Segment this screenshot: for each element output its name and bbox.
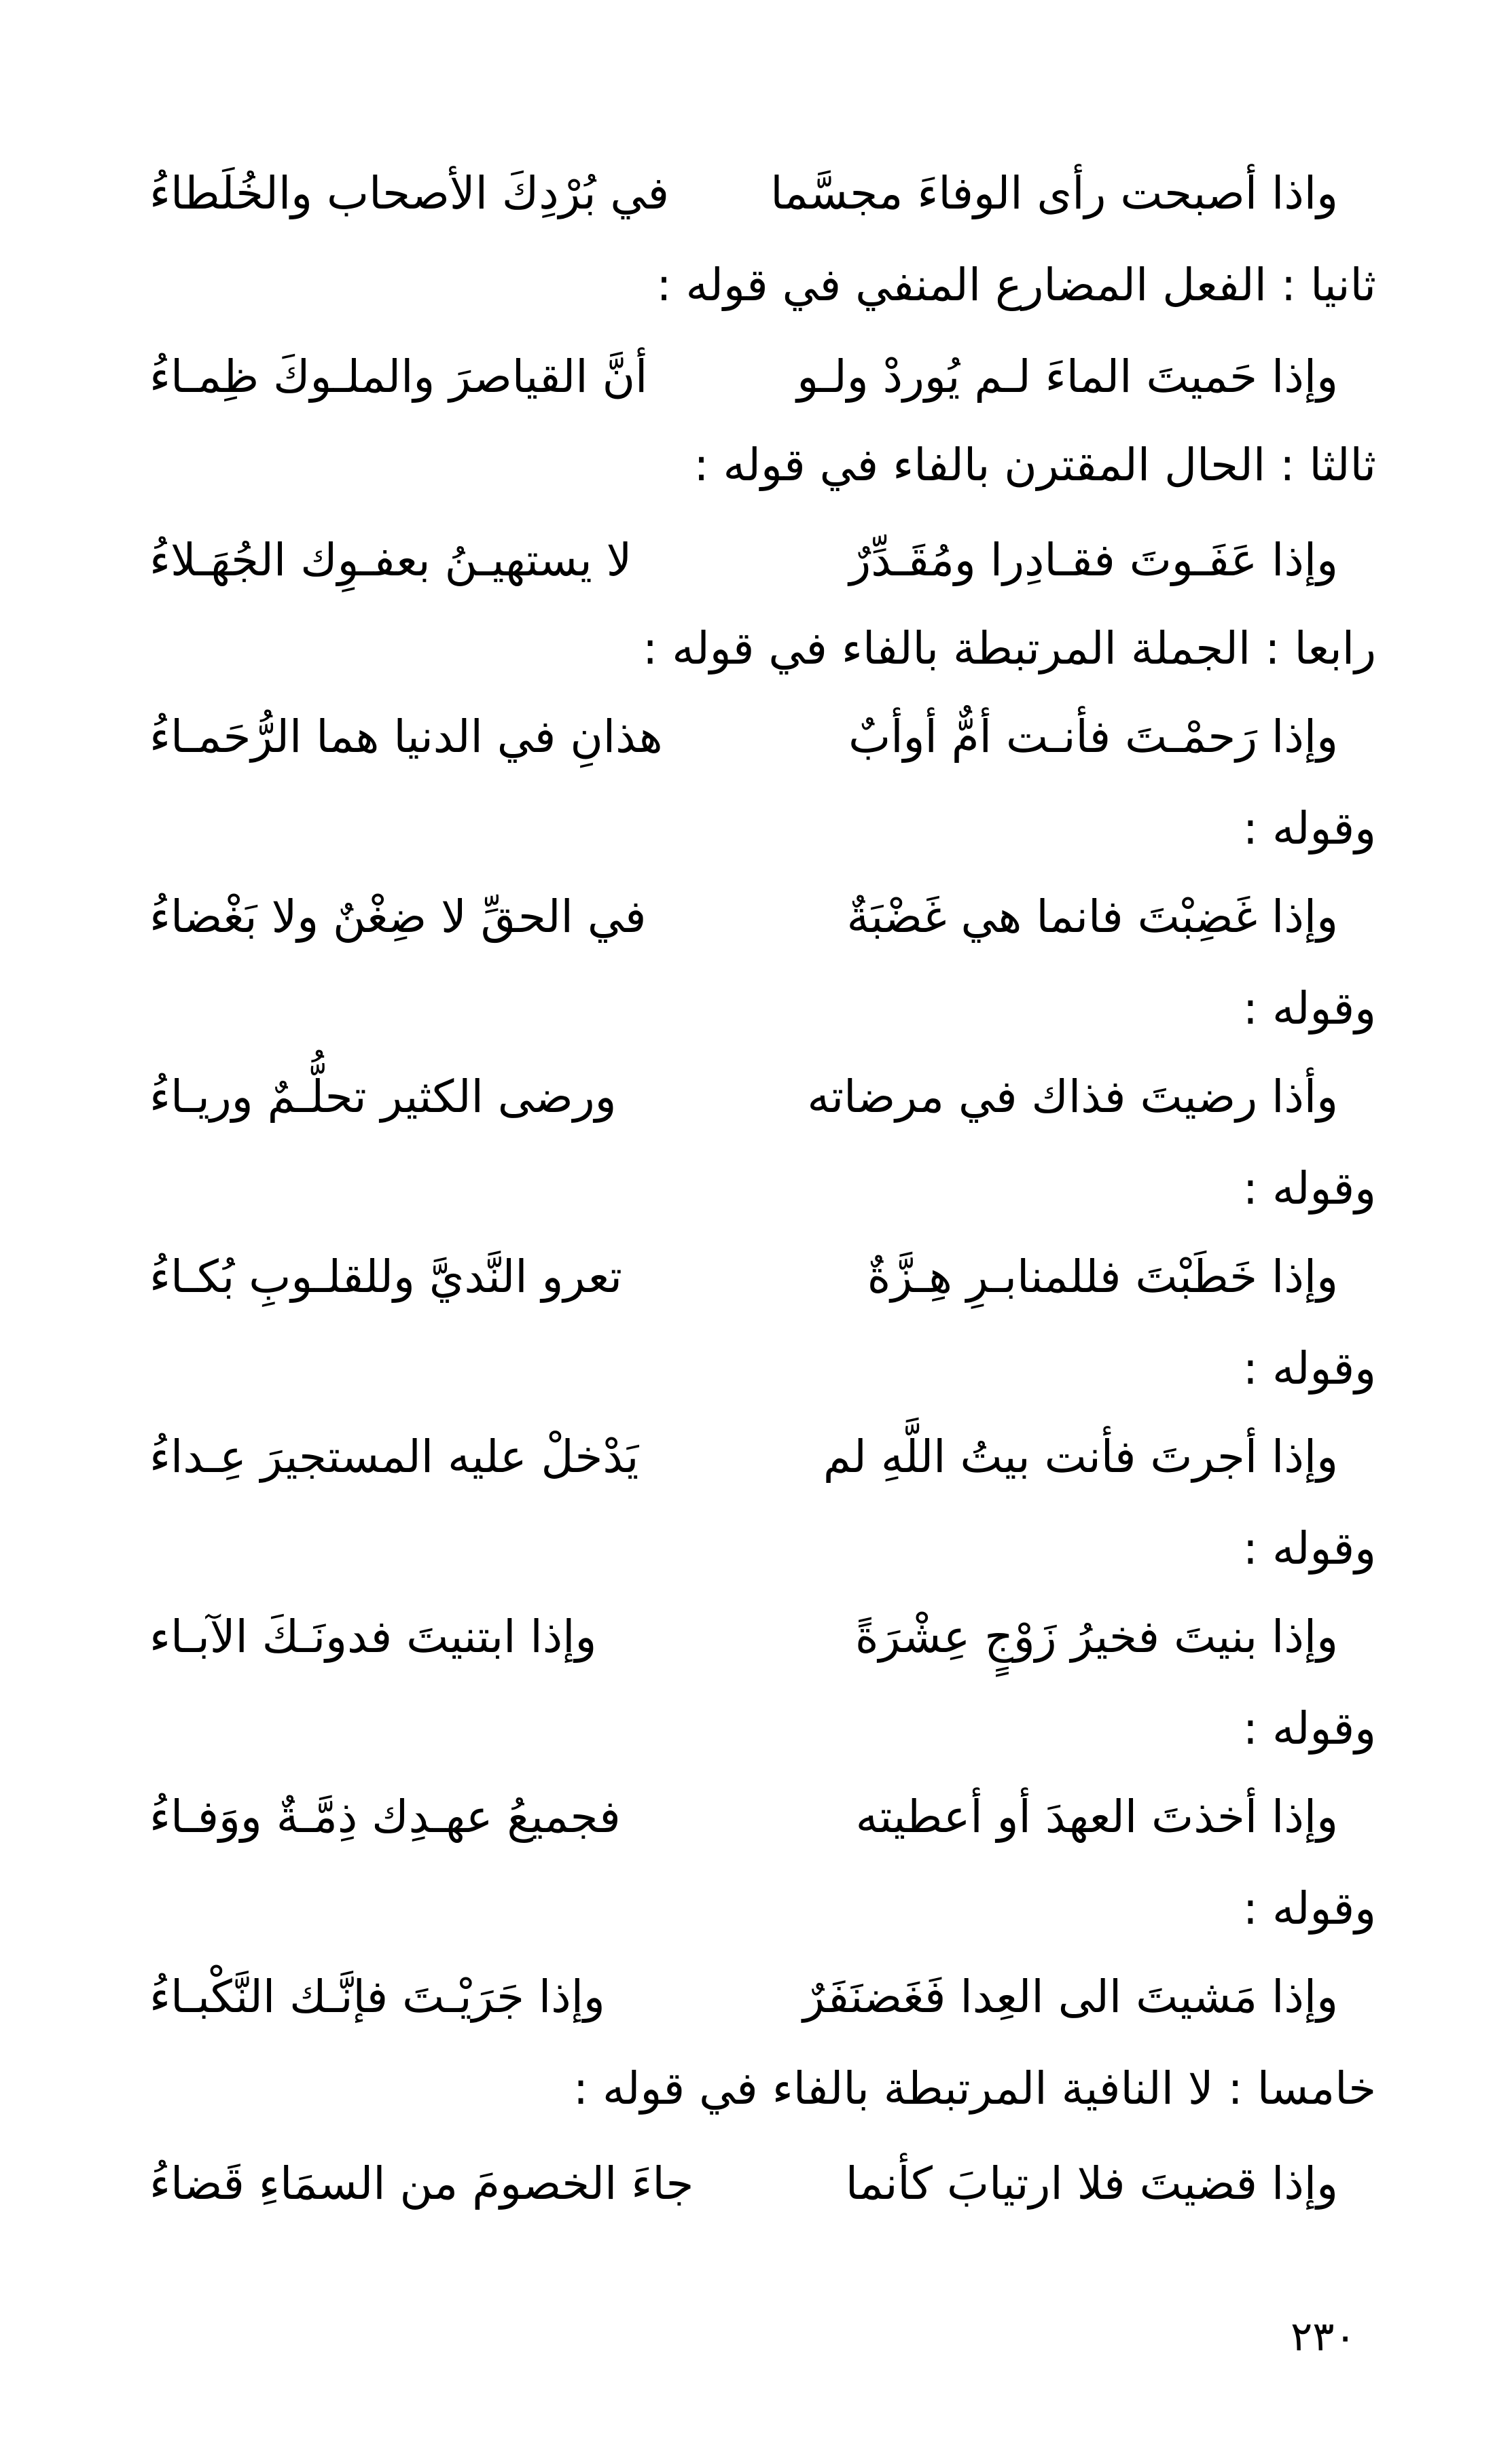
verse-second-hemistich: تعرو النَّديَّ وللقلـوبِ بُكـاءُ <box>149 1251 623 1303</box>
verse-first-hemistich: وإذا مَشيتَ الى العِدا فَغَضنَفَرٌ <box>803 1971 1338 2023</box>
verse-line <box>149 1780 1338 1854</box>
prose-line: وقوله : <box>1242 982 1376 1035</box>
verse-second-hemistich: في بُرْدِكَ الأصحاب والخُلَطاءُ <box>149 167 669 219</box>
verse-second-hemistich: وإذا جَرَيْـتَ فإنَّـك النَّكْبـاءُ <box>149 1971 605 2023</box>
verse-line <box>149 523 1338 598</box>
verse-line <box>149 156 1338 231</box>
verse-line <box>149 1060 1338 1134</box>
verse-second-hemistich: أنَّ القياصرَ والملـوكَ ظِمـاءُ <box>149 351 648 403</box>
verse-line <box>149 340 1338 414</box>
verse-line <box>149 2147 1338 2221</box>
prose-line: وقوله : <box>1242 802 1376 855</box>
verse-second-hemistich: وإذا ابتنيتَ فدونَـكَ الآبـاء <box>149 1611 597 1663</box>
verse-second-hemistich: لا يستهيـنُ بعفـوِك الجُهَـلاءُ <box>149 534 632 586</box>
verse-first-hemistich: وإذا حَميتَ الماءَ لـم يُوردْ ولـو <box>797 351 1338 403</box>
verse-second-hemistich: يَدْخلْ عليه المستجيرَ عِـداءُ <box>149 1431 639 1483</box>
prose-line: وقوله : <box>1242 1882 1376 1935</box>
verse-first-hemistich: وإذا غَضِبْتَ فانما هي غَضْبَةٌ <box>846 891 1338 943</box>
prose-line: ثانيا : الفعل المضارع المنفي في قوله : <box>656 259 1376 311</box>
verse-second-hemistich: في الحقِّ لا ضِغْنٌ ولا بَغْضاءُ <box>149 891 647 943</box>
verse-first-hemistich: وأذا رضيتَ فذاك في مرضاته <box>807 1071 1338 1123</box>
prose-line: وقوله : <box>1242 1522 1376 1575</box>
verse-line <box>149 700 1338 774</box>
verse-line <box>149 1420 1338 1494</box>
verse-second-hemistich: فجميعُ عهـدِك ذِمَّـةٌ ووَفـاءُ <box>149 1791 621 1843</box>
prose-line: خامسا : لا النافية المرتبطة بالفاء في قوله : <box>573 2062 1376 2115</box>
verse-line <box>149 880 1338 954</box>
verse-line <box>149 1600 1338 1674</box>
prose-line: وقوله : <box>1242 1162 1376 1215</box>
prose-line: وقوله : <box>1242 1342 1376 1395</box>
verse-first-hemistich: واذا أصبحت رأى الوفاءَ مجسَّما <box>770 167 1338 219</box>
verse-second-hemistich: ورضى الكثير تحلُّـمٌ وريـاءُ <box>149 1071 617 1123</box>
verse-first-hemistich: وإذا أجرتَ فأنت بيتُ اللَّهِ لم <box>823 1431 1338 1483</box>
page-number: ٢٣٠ <box>1291 2313 1356 2361</box>
prose-line: وقوله : <box>1242 1702 1376 1755</box>
verse-first-hemistich: وإذا أخذتَ العهدَ أو أعطيته <box>855 1791 1338 1843</box>
verse-first-hemistich: وإذا بنيتَ فخيرُ زَوْجٍ عِشْرَةً <box>855 1611 1338 1663</box>
verse-first-hemistich: وإذا قضيتَ فلا ارتيابَ كأنما <box>845 2157 1338 2210</box>
prose-line: ثالثا : الحال المقترن بالفاء في قوله : <box>694 439 1376 491</box>
verse-second-hemistich: هذانِ في الدنيا هما الرُّحَمـاءُ <box>149 711 663 763</box>
verse-line <box>149 1240 1338 1314</box>
verse-line <box>149 1960 1338 2034</box>
verse-first-hemistich: وإذا رَحمْـتَ فأنـت أمٌّ أوأبٌ <box>848 711 1338 763</box>
verse-first-hemistich: وإذا عَفَـوتَ فقـادِرا ومُقَـدِّرٌ <box>849 534 1338 586</box>
verse-first-hemistich: وإذا خَطَبْتَ فللمنابـرِ هِـزَّةٌ <box>867 1251 1338 1303</box>
verse-second-hemistich: جاءَ الخصومَ من السمَاءِ قَضاءُ <box>149 2157 694 2210</box>
prose-line: رابعا : الجملة المرتبطة بالفاء في قوله : <box>643 622 1376 675</box>
